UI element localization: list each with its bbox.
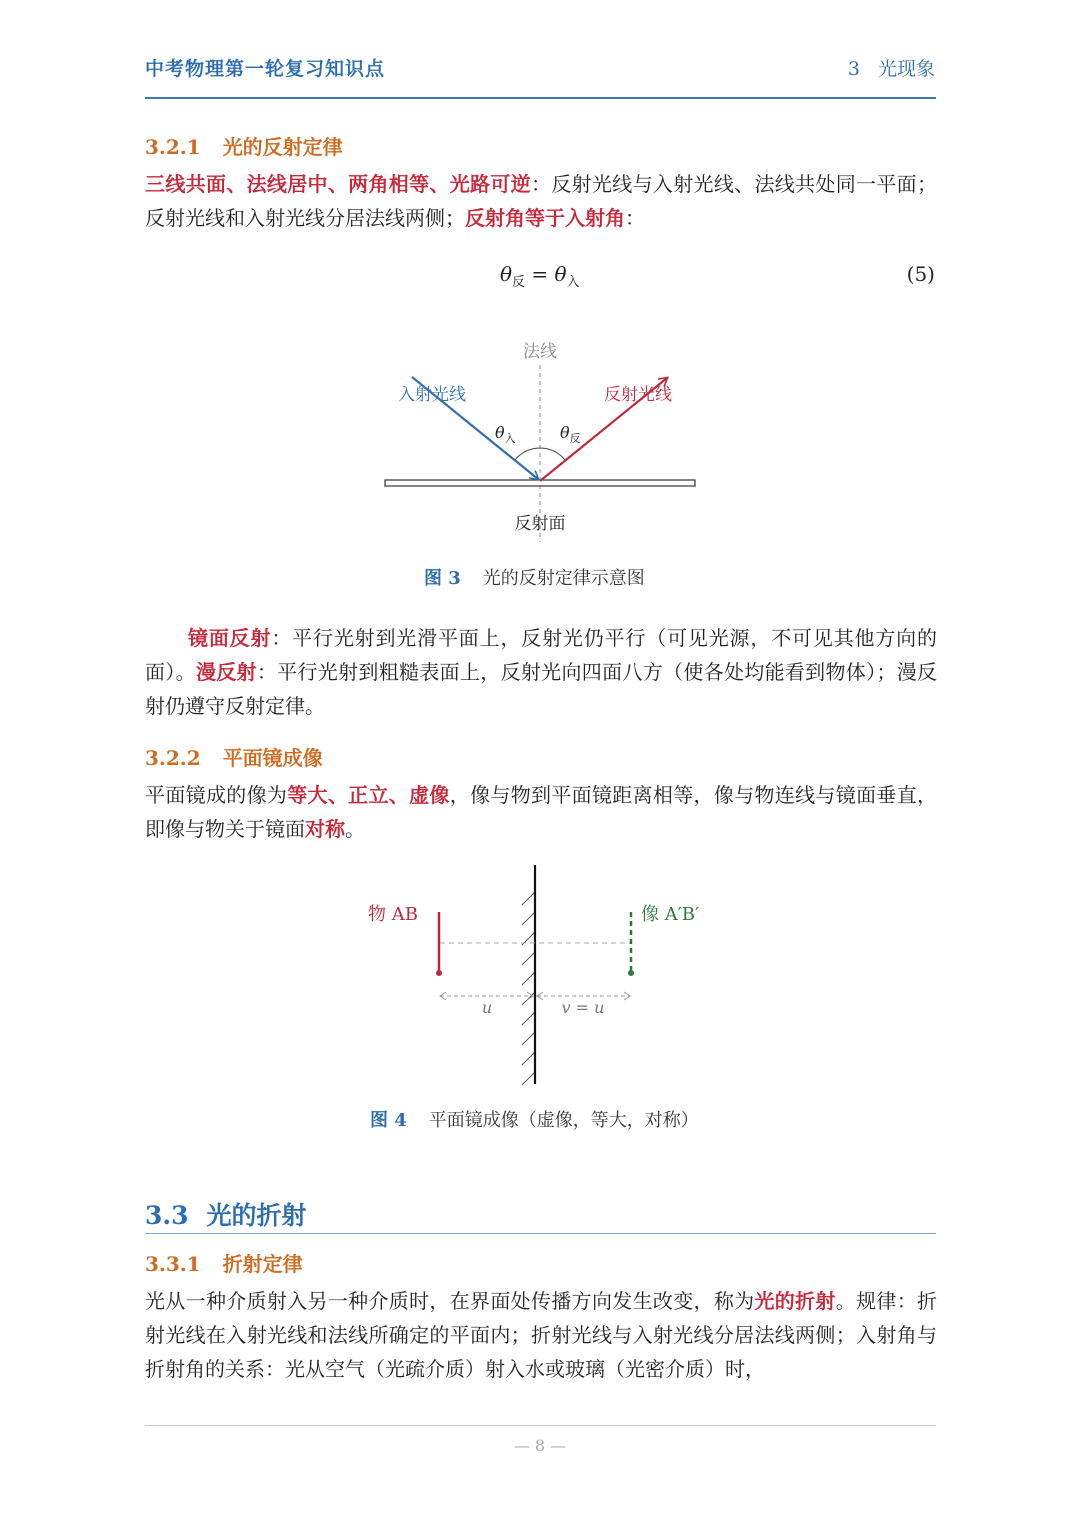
paragraph-text: 光从一种介质射入另一种介质时，在界面处传播方向发生改变，称为 <box>145 1289 755 1313</box>
image-base-point <box>628 970 634 976</box>
paragraph-reflection-law <box>145 167 937 235</box>
object-base-point <box>436 970 442 976</box>
subsection-heading-3-3-1 <box>145 1248 303 1277</box>
angle-incident-label: $\theta_入$ <box>495 423 516 445</box>
subsection-title: 折射定律 <box>222 1252 303 1276</box>
figure-4-plane-mirror-diagram <box>360 862 720 1087</box>
figure-caption-label: 图 3 <box>424 568 461 589</box>
paragraph-text: ：反射光线与入射光线、法线共处同一平面；反射光线和入射光线分居法线两侧； <box>145 172 937 230</box>
image-label: 像 A′B′ <box>641 904 700 925</box>
highlight-term: 三线共面、法线居中、两角相等、光路可逆 <box>145 172 531 196</box>
paragraph-text: 。规律：折射光线在入射光线和法线所确定的平面内；折射光线与入射光线分居法线两侧；入射角与折射角的关系：光从空气（光疏介质）射入水或玻璃（光密介质）时， <box>145 1289 938 1381</box>
highlight-term: 等大、正立、虚像 <box>287 783 450 807</box>
section-title: 光的折射 <box>206 1201 307 1230</box>
v-label: v = u <box>561 998 605 1017</box>
running-header-title: 中考物理第一轮复习知识点 <box>145 58 386 80</box>
figure-caption-text: 光的反射定律示意图 <box>482 568 645 589</box>
angle-reflect-label: $\theta_反$ <box>560 423 581 445</box>
paragraph-refraction-law <box>145 1284 937 1386</box>
highlight-term: 镜面反射 <box>188 626 272 650</box>
subsection-heading-3-2-2 <box>145 742 323 771</box>
subsection-number: 3.2.1 <box>145 135 201 159</box>
reflected-ray-label: 反射光线 <box>604 385 672 405</box>
equation-subscript: 入 <box>566 275 580 290</box>
object-label: 物 AB <box>368 904 418 925</box>
section-heading-3-3 <box>145 1196 307 1232</box>
highlight-term: 对称 <box>305 817 345 841</box>
u-label: u <box>481 998 493 1017</box>
footer-rule <box>145 1425 936 1426</box>
highlight-term: 漫反射 <box>195 660 257 684</box>
chapter-name: 光现象 <box>877 58 935 80</box>
equation-number: (5) <box>906 262 935 286</box>
paragraph-text: 。 <box>345 817 365 841</box>
paragraph-plane-mirror <box>145 778 937 846</box>
subsection-number: 3.3.1 <box>145 1252 201 1276</box>
paragraph-text: ：平行光射到光滑平面上，反射光仍平行（可见光源，不可见其他方向的面）。 <box>145 626 938 684</box>
equation-symbol: θ <box>554 262 567 286</box>
section-rule <box>145 1233 936 1234</box>
figure-caption-label: 图 4 <box>370 1110 407 1131</box>
paragraph-text: ：平行光射到粗糙表面上，反射光向四面八方（使各处均能看到物体）；漫反射仍遵守反射定律。 <box>145 660 938 718</box>
subsection-number: 3.2.2 <box>145 746 201 770</box>
surface-label: 反射面 <box>514 514 566 534</box>
equation-equals: = <box>525 262 555 286</box>
highlight-term: 反射角等于入射角 <box>465 206 625 230</box>
normal-label: 法线 <box>523 342 557 362</box>
running-header-chapter <box>830 54 935 81</box>
figure-3-caption <box>424 564 645 590</box>
section-number: 3.3 <box>145 1201 189 1230</box>
incident-ray-label: 入射光线 <box>398 385 466 405</box>
subsection-title: 平面镜成像 <box>222 746 323 770</box>
subsection-heading-3-2-1 <box>145 131 343 160</box>
equation-symbol: θ <box>500 262 513 286</box>
highlight-term: 光的折射 <box>754 1289 836 1313</box>
equation-5 <box>500 262 580 290</box>
figure-caption-text: 平面镜成像（虚像，等大，对称） <box>428 1110 699 1131</box>
header-rule <box>145 97 936 99</box>
figure-3-reflection-diagram <box>370 330 710 545</box>
paragraph-text: ，像与物到平面镜距离相等，像与物连线与镜面垂直，即像与物关于镜面 <box>145 783 938 841</box>
chapter-number: 3 <box>847 58 860 80</box>
paragraph-text: ： <box>625 206 645 230</box>
equation-subscript: 反 <box>512 275 526 290</box>
page-number: — 8 — <box>513 1436 567 1455</box>
figure-4-caption <box>370 1106 699 1132</box>
paragraph-specular-diffuse <box>145 621 937 723</box>
mirror-hatching <box>522 892 535 1085</box>
paragraph-text: 平面镜成的像为 <box>145 783 288 807</box>
subsection-title: 光的反射定律 <box>222 135 343 159</box>
